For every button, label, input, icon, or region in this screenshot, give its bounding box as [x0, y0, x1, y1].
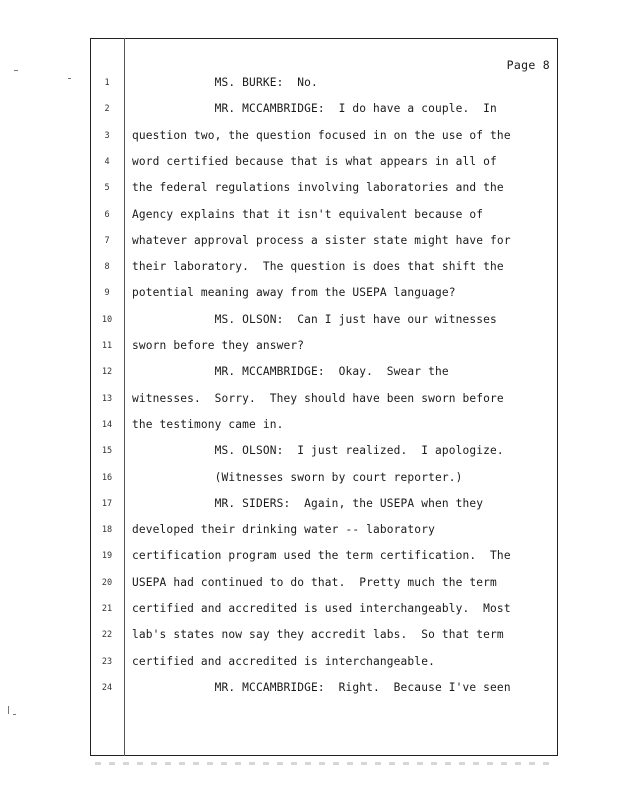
transcript-line: potential meaning away from the USEPA language? — [132, 286, 456, 299]
transcript-line: whatever approval process a sister state might have for — [132, 234, 511, 247]
scan-bottom-artifact — [95, 762, 555, 765]
line-number: 19 — [101, 551, 113, 561]
line-number: 23 — [101, 657, 113, 667]
transcript-line: MR. MCCAMBRIDGE: Okay. Swear the — [132, 365, 449, 378]
transcript-line: developed their drinking water -- laboratory — [132, 523, 435, 536]
transcript-line: certified and accredited is used interchangeably. Most — [132, 602, 511, 615]
scan-speck — [68, 78, 71, 79]
transcript-line: MS. OLSON: I just realized. I apologize. — [132, 444, 504, 457]
transcript-line: witnesses. Sorry. They should have been sworn before — [132, 392, 504, 405]
line-number: 18 — [101, 525, 113, 535]
line-number: 3 — [104, 131, 110, 141]
transcript-line: MS. BURKE: No. — [132, 76, 318, 89]
line-number: 20 — [101, 578, 113, 588]
transcript-line: certification program used the term certification. The — [132, 549, 511, 562]
line-number: 21 — [101, 604, 113, 614]
line-number: 14 — [101, 420, 113, 430]
transcript-line: USEPA had continued to do that. Pretty much the term — [132, 576, 497, 589]
transcript-line: MR. MCCAMBRIDGE: Right. Because I've seen — [132, 681, 511, 694]
scan-speck — [14, 70, 18, 71]
line-number: 17 — [101, 499, 113, 509]
transcript-line: question two, the question focused in on the use of the — [132, 129, 511, 142]
scan-speck — [8, 706, 9, 714]
line-number: 8 — [104, 262, 110, 272]
line-number-margin-rule — [124, 38, 125, 756]
line-number: 22 — [101, 630, 113, 640]
line-number: 9 — [104, 288, 110, 298]
line-number: 1 — [104, 78, 110, 88]
transcript-line: the testimony came in. — [132, 418, 284, 431]
line-number: 7 — [104, 236, 110, 246]
transcript-line: sworn before they answer? — [132, 339, 305, 352]
scan-speck — [13, 714, 16, 715]
transcript-line: certified and accredited is interchangeable. — [132, 655, 435, 668]
transcript-line: word certified because that is what appears in all of — [132, 155, 497, 168]
page-number: Page 8 — [506, 58, 550, 72]
line-number: 2 — [104, 104, 110, 114]
transcript-line: lab's states now say they accredit labs. So that term — [132, 628, 504, 641]
transcript-line: their laboratory. The question is does that shift the — [132, 260, 504, 273]
transcript-line: MR. SIDERS: Again, the USEPA when they — [132, 497, 484, 510]
line-number: 16 — [101, 473, 113, 483]
transcript-line: (Witnesses sworn by court reporter.) — [132, 471, 463, 484]
line-number: 24 — [101, 683, 113, 693]
transcript-line: Agency explains that it isn't equivalent because of — [132, 208, 484, 221]
transcript-line: MS. OLSON: Can I just have our witnesses — [132, 313, 497, 326]
line-number: 5 — [104, 183, 110, 193]
line-number: 11 — [101, 341, 113, 351]
line-number: 13 — [101, 394, 113, 404]
transcript-line: MR. MCCAMBRIDGE: I do have a couple. In — [132, 102, 497, 115]
line-number: 4 — [104, 157, 110, 167]
line-number: 15 — [101, 446, 113, 456]
transcript-line: the federal regulations involving laboratories and the — [132, 181, 504, 194]
line-number: 6 — [104, 210, 110, 220]
line-number: 10 — [101, 315, 113, 325]
line-number: 12 — [101, 367, 113, 377]
